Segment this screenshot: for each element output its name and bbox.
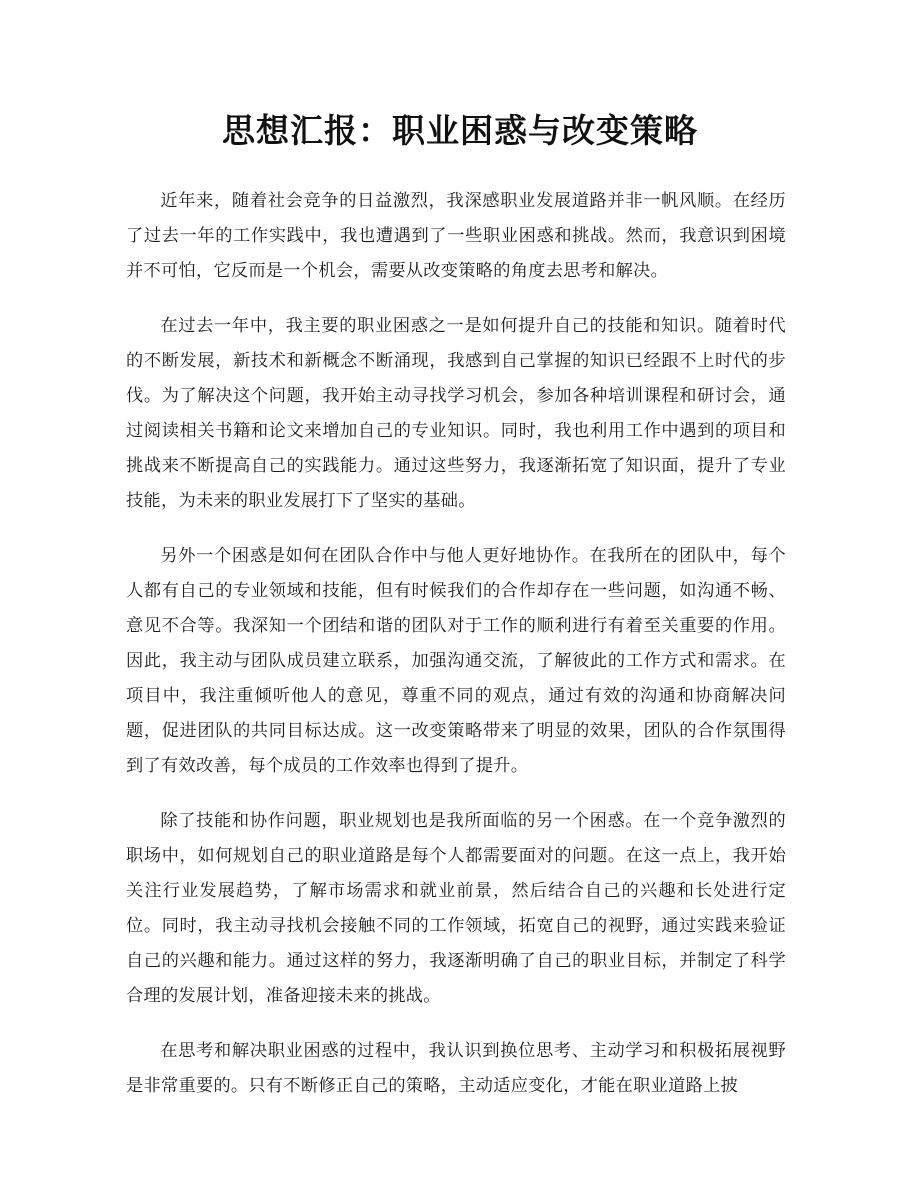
paragraph-5: 在思考和解决职业困惑的过程中，我认识到换位思考、主动学习和积极拓展视野是非常重要的。只有不断修正自己的策略，主动适应变化，才能在职业道路上披 bbox=[126, 1041, 786, 1096]
document-title: 思想汇报：职业困惑与改变策略 bbox=[222, 111, 698, 150]
paragraph-4: 除了技能和协作问题，职业规划也是我所面临的另一个困惑。在一个竞争激烈的职场中，如何规划自己的职业道路是每个人都需要面对的问题。在这一点上，我开始关注行业发展趋势，了解市场需求和就业前景，然后结合自己的兴趣和长处进行定位。同时，我主动寻找机会接触不同的工作领域，拓宽自己的视野，通过实践来验证自己的兴趣和能力。通过这样的努力，我逐渐明确了自己的职业目标，并制定了科学合理的发展计划，准备迎接未来的挑战。 bbox=[126, 811, 786, 1006]
paragraph-3: 另外一个困惑是如何在团队合作中与他人更好地协作。在我所在的团队中，每个人都有自己的专业领域和技能，但有时候我们的合作却存在一些问题，如沟通不畅、意见不合等。我深知一个团结和谐的团队对于工作的顺利进行有着至关重要的作用。因此，我主动与团队成员建立联系，加强沟通交流，了解彼此的工作方式和需求。在项目中，我注重倾听他人的意见，尊重不同的观点，通过有效的沟通和协商解决问题，促进团队的共同目标达成。这一改变策略带来了明显的效果，团队的合作氛围得到了有效改善，每个成员的工作效率也得到了提升。 bbox=[126, 546, 786, 776]
paragraph-2: 在过去一年中，我主要的职业困惑之一是如何提升自己的技能和知识。随着时代的不断发展，新技术和新概念不断涌现，我感到自己掌握的知识已经跟不上时代的步伐。为了解决这个问题，我开始主动寻找学习机会，参加各种培训课程和研讨会，通过阅读相关书籍和论文来增加自己的专业知识。同时，我也利用工作中遇到的项目和挑战来不断提高自己的实践能力。通过这些努力，我逐渐拓宽了知识面，提升了专业技能，为未来的职业发展打下了坚实的基础。 bbox=[126, 316, 786, 511]
paragraph-1: 近年来，随着社会竞争的日益激烈，我深感职业发展道路并非一帆风顺。在经历了过去一年的工作实践中，我也遭遇到了一些职业困惑和挑战。然而，我意识到困境并不可怕，它反而是一个机会，需要从改变策略的角度去思考和解决。 bbox=[126, 191, 786, 281]
document-body bbox=[126, 184, 786, 1124]
